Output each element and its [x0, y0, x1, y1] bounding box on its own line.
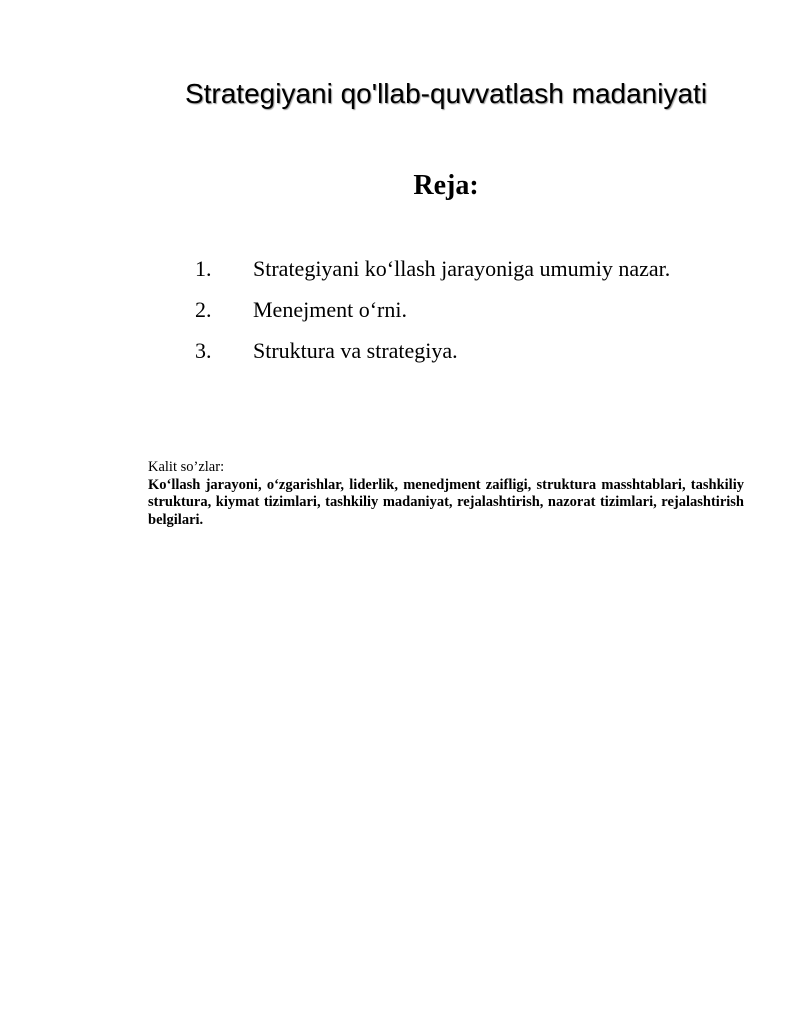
document-title: Strategiyani qo'llab-quvvatlash madaniyati	[184, 78, 708, 109]
plan-item-number: 2.	[195, 297, 212, 322]
plan-item-text: Struktura va strategiya.	[253, 338, 458, 363]
keywords-section	[148, 459, 744, 529]
plan-heading: Reja:	[413, 170, 479, 201]
plan-item	[195, 295, 755, 336]
plan-item	[195, 336, 755, 377]
plan-list	[195, 254, 755, 377]
plan-item	[195, 254, 755, 295]
plan-item-number: 1.	[195, 256, 212, 281]
keywords-text: Ko‘llash jarayoni, o‘zgarishlar, liderlik, menedjment zaifligi, struktura masshtablari, tashkiliy struktura, kiymat tizimlari, tashkiliy madaniyat, rejalashtirish, nazorat tizimlari, rejalashtirish belgilari.	[148, 476, 744, 528]
plan-item-text: Menejment o‘rni.	[253, 297, 407, 322]
plan-item-number: 3.	[195, 338, 212, 363]
keywords-label: Kalit so’zlar:	[148, 459, 225, 475]
plan-item-text: Strategiyani ko‘llash jarayoniga umumiy nazar.	[253, 256, 671, 281]
